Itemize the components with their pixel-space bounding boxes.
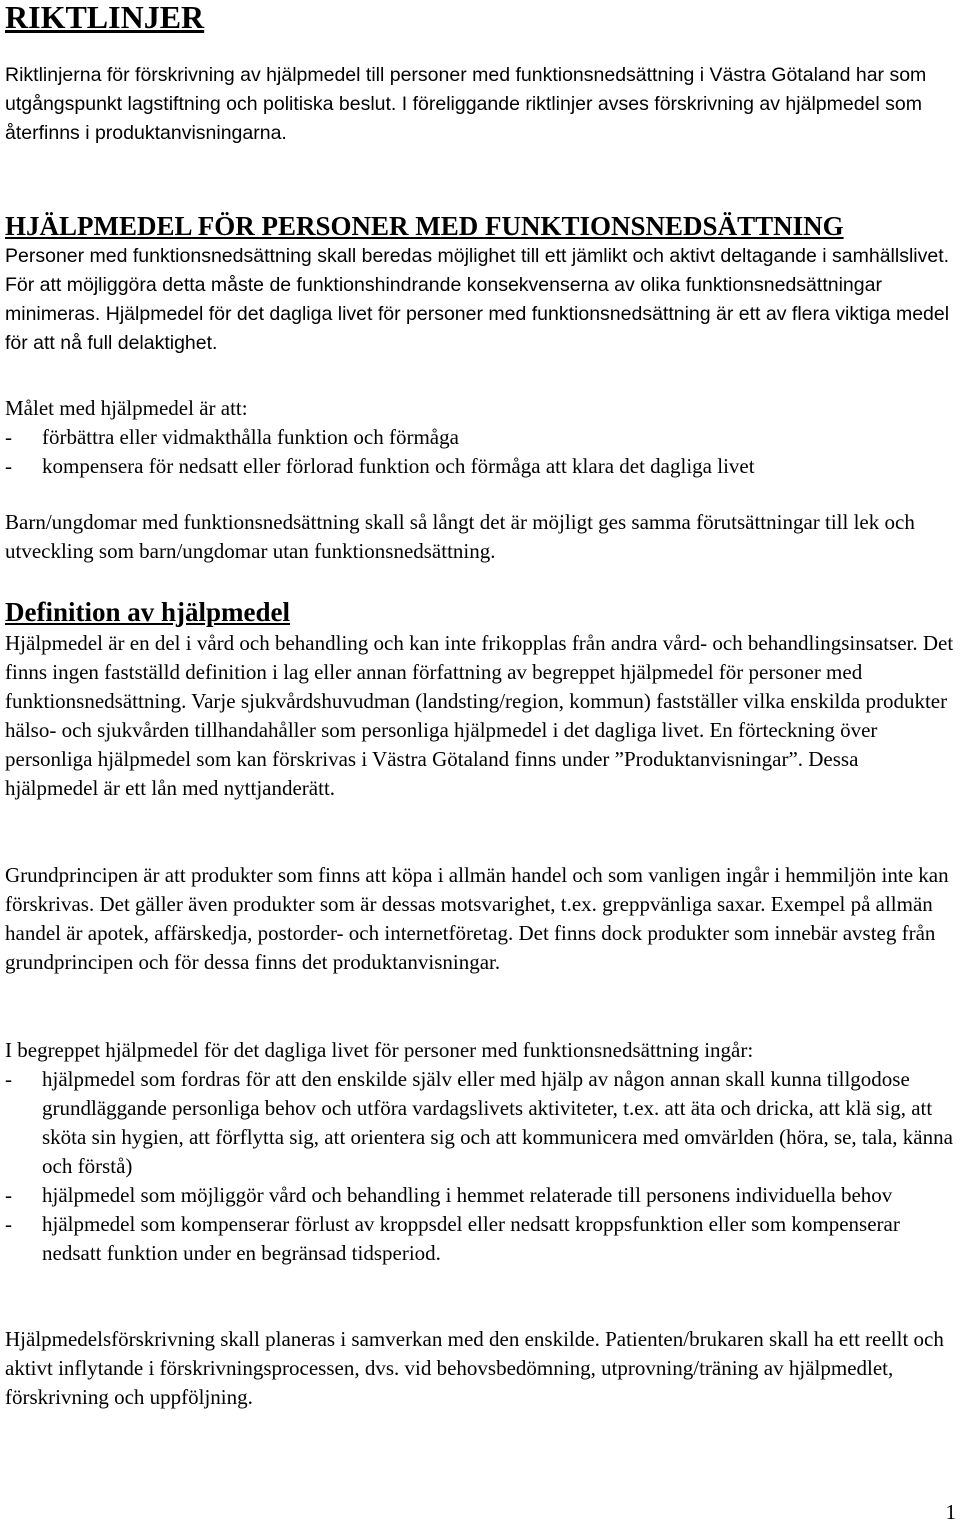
goal-block xyxy=(5,394,955,481)
list-item xyxy=(5,423,955,452)
included-aids-item-text: hjälpmedel som fordras för att den enskilde själv eller med hjälp av någon annan skall kunna tillgodose grundläggande personliga behov och utföra vardagslivets aktiviteter, t.ex. att äta och dricka, att klä sig, att sköta sin hygien, att förflytta sig, att orientera sig och att kommunicera med omvärlden (höra, se, tala, känna och förstå) xyxy=(42,1067,953,1178)
bullet-dash: - xyxy=(5,1067,12,1091)
definition-paragraph-4: Hjälpmedelsförskrivning skall planeras i samverkan med den enskilde. Patienten/brukaren skall ha ett reellt och aktivt inflytande i förskrivningsprocessen, dvs. vid behovsbedömning, utprovning/träning av hjälpmedlet, förskrivning och uppföljning. xyxy=(5,1327,944,1409)
bullet-dash: - xyxy=(5,454,12,478)
intro-paragraph: Riktlinjerna för förskrivning av hjälpmedel till personer med funktionsnedsättning i Västra Götaland har som utgångspunkt lagstiftning och politiska beslut. I föreliggande riktlinjer avses förskrivning av hjälpmedel som återfinns i produktanvisningarna. xyxy=(5,64,927,144)
included-aids-block xyxy=(5,1036,955,1268)
section-heading-funktionsnedsattning: HJÄLPMEDEL FÖR PERSONER MED FUNKTIONSNEDSÄTTNING xyxy=(5,211,844,241)
list-item xyxy=(5,1065,955,1181)
included-aids-lead: I begreppet hjälpmedel för det dagliga livet för personer med funktionsnedsättning ingår: xyxy=(5,1038,754,1062)
document-title: RIKTLINJER xyxy=(5,0,205,35)
goal-lead: Målet med hjälpmedel är att: xyxy=(5,396,248,420)
included-aids-item-text: hjälpmedel som kompenserar förlust av kroppsdel eller nedsatt kroppsfunktion eller som kompenserar nedsatt funktion under en begränsad tidsperiod. xyxy=(42,1212,900,1265)
list-item xyxy=(5,452,955,481)
definition-paragraph-1: Hjälpmedel är en del i vård och behandling och kan inte frikopplas från andra vård- och behandlingsinsatser. Det finns ingen fastställd definition i lag eller annan författning av begreppet hjälpmedel för personer med funktionsnedsättning. Varje sjukvårdshuvudman (landsting/region, kommun) fastställer vilka enskilda produkter hälso- och sjukvården tillhandahåller som personliga hjälpmedel i det dagliga livet. En förteckning över personliga hjälpmedel som kan förskrivas i Västra Götaland finns under ”Produktanvisningar”. Dessa hjälpmedel är ett lån med nyttjanderätt. xyxy=(5,631,954,800)
list-item xyxy=(5,1181,955,1210)
bullet-dash: - xyxy=(5,1183,12,1207)
bullet-dash: - xyxy=(5,1212,12,1236)
definition-paragraph-2: Grundprincipen är att produkter som finns att köpa i allmän handel och som vanligen ingår i hemmiljön inte kan förskrivas. Det gäller även produkter som är dessas motsvarighet, t.ex. greppvänliga saxar. Exempel på allmän handel är apotek, affärskedja, postorder- och internetföretag. Det finns dock produkter som innebär avsteg från grundprincipen och för dessa finns det produktanvisningar. xyxy=(5,863,949,974)
bullet-dash: - xyxy=(5,425,12,449)
definition-heading: Definition av hjälpmedel xyxy=(5,597,291,627)
goal-item-text: kompensera för nedsatt eller förlorad funktion och förmåga att klara det dagliga livet xyxy=(42,454,755,478)
included-aids-item-text: hjälpmedel som möjliggör vård och behandling i hemmet relaterade till personens individuella behov xyxy=(42,1183,893,1207)
goal-item-text: förbättra eller vidmakthålla funktion och förmåga xyxy=(42,425,459,449)
children-paragraph: Barn/ungdomar med funktionsnedsättning skall så långt det är möjligt ges samma förutsättningar till lek och utveckling som barn/ungdomar utan funktionsnedsättning. xyxy=(5,510,915,563)
list-item xyxy=(5,1210,955,1268)
page-number: 1 xyxy=(945,1500,956,1524)
section-body-funktionsnedsattning: Personer med funktionsnedsättning skall beredas möjlighet till ett jämlikt och aktivt deltagande i samhällslivet. För att möjliggöra detta måste de funktionshindrande konsekvenserna av olika funktionsnedsättningar minimeras. Hjälpmedel för det dagliga livet för personer med funktionsnedsättning är ett av flera viktiga medel för att nå full delaktighet. xyxy=(5,245,950,354)
